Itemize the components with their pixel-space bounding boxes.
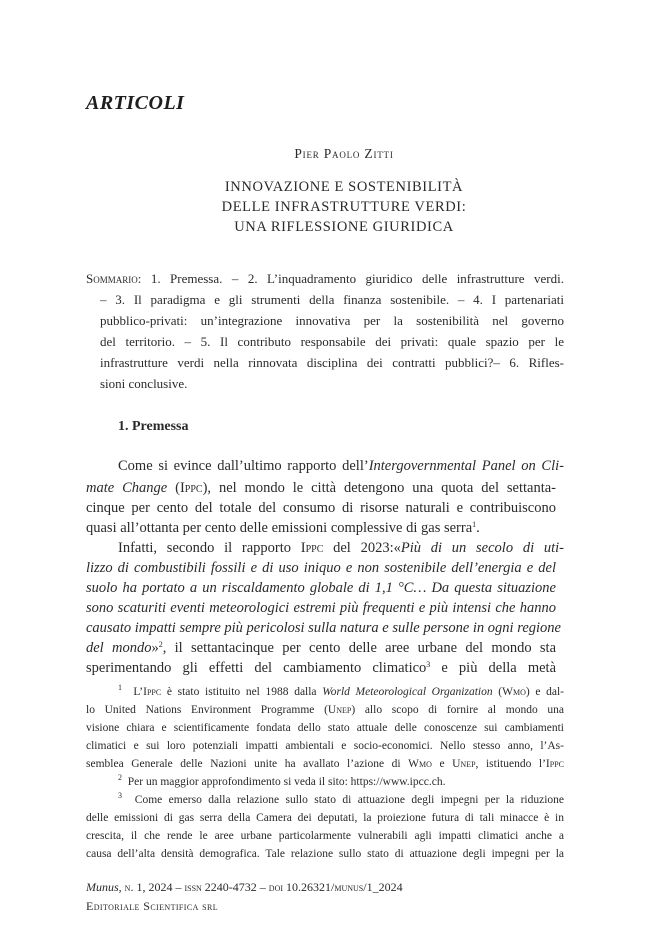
footnote-number: 3 <box>118 791 122 800</box>
footnote-line: lo United Nations Environment Programme (Unep) allo scopo di fornire al mondo una <box>86 704 564 716</box>
title-line: INNOVAZIONE E SOSTENIBILITÀ <box>224 179 464 195</box>
footnote-line: semblea Generale delle Nazioni unite ha avallato l’azione di Wmo e Unep, istituendo l’Ippc <box>86 758 564 770</box>
journal-name: Munus <box>86 880 119 894</box>
footnote-line: $^1$ L’Ippc è stato istituito nel 1988 dalla World Meteorological Organization (Wmo) e dal- <box>118 683 564 698</box>
footnote-ref[interactable]: 1 <box>472 520 477 529</box>
body-line: lizzo di combustibili fossili e di uso iniquo e non sostenibile dell’energia e del <box>86 560 556 576</box>
section-heading: ARTICOLI <box>86 92 185 114</box>
footnote-number: 1 <box>118 683 122 692</box>
title-line: DELLE INFRASTRUTTURE VERDI: <box>221 199 467 215</box>
footnote-line: $^2$ Per un maggior approfondimento si veda il sito: https://www.ipcc.ch. <box>118 773 446 788</box>
article-title <box>0 177 650 237</box>
body-line: causato impatti sempre più pericolosi sulla natura e sulle persone in ogni regione <box>86 620 561 636</box>
body-line: Infatti, secondo il rapporto Ippc del 2023:«Più di un secolo di uti- <box>118 540 564 556</box>
footnote-line: crescita, il che rende le aree urbane particolarmente vulnerabili agli impatti climatici anche a <box>86 830 564 842</box>
footnote-line: $^3$ Come emerso dalla relazione sullo stato di attuazione degli impegni per la riduzione <box>118 791 564 806</box>
body-line: cinque per cento del totale del consumo di risorse naturali e contribuiscono <box>86 500 556 516</box>
body-line: sperimentando gli effetti del cambiamento climatico$^3$ e più della metà <box>86 660 557 676</box>
footnote-ref[interactable]: 2 <box>158 640 163 649</box>
body-line: Come si evince dall’ultimo rapporto dell’Intergovernmental Panel on Cli- <box>118 458 564 474</box>
summary-line: Sommario: 1. Premessa. – 2. L’inquadramento giuridico delle infrastrutture verdi. <box>86 271 564 286</box>
summary-line: sioni conclusive. <box>100 376 188 391</box>
summary-line: infrastrutture verdi nella rinnovata disciplina dei contratti pubblici?– 6. Rifles- <box>100 355 564 370</box>
footnote-line: climatici e sui loro potenziali impatti ambientali e socio-economici. Nello stesso anno, l’As- <box>86 740 564 752</box>
author-name: Pier Paolo Zitti <box>294 146 394 161</box>
footnote-line: delle emissioni di gas serra della Camera dei deputati, la proiezione futura di tali minacce è in <box>86 812 564 824</box>
section-title: 1. Premessa <box>118 419 189 434</box>
footnote-ref[interactable]: 3 <box>426 660 431 669</box>
body-line: mate Change (Ippc), nel mondo le città detengono una quota del settanta- <box>86 480 556 496</box>
title-line: UNA RIFLESSIONE GIURIDICA <box>234 219 454 235</box>
summary-line: pubblico-privati: un’integrazione innovativa per la sostenibilità nel governo <box>100 313 564 328</box>
journal-citation: Munus, n. 1, 2024 – issn 2240-4732 – doi 10.26321/munus/1_2024 <box>86 880 403 894</box>
footnote-line: causa dell’alta densità demografica. Tale relazione sullo stato di attuazione degli impegni per la <box>86 848 564 860</box>
summary-line: del territorio. – 5. Il contributo responsabile dei privati: quale spazio per le <box>100 334 564 349</box>
summary-label: Sommario <box>86 271 138 286</box>
footnote-number: 2 <box>118 773 122 782</box>
summary-line: – 3. Il paradigma e gli strumenti della finanza sostenibile. – 4. I partenariati <box>100 292 564 307</box>
publisher: Editoriale Scientifica srl <box>86 899 219 913</box>
body-line: quasi all’ottanta per cento delle emissioni complessive di gas serra$^1$. <box>86 520 480 536</box>
body-line: del mondo»$^2$, il settantacinque per cento delle aree urbane del mondo sta <box>86 640 557 656</box>
body-line: sono scaturiti eventi meteorologici estremi più frequenti e più intensi che hanno <box>86 600 556 616</box>
body-line: suolo ha portato a un riscaldamento globale di 1,1 °C… Da questa situazione <box>86 580 556 596</box>
footnote-line: visione chiara e scientificamente fondata dello stato attuale delle conoscenze sui cambiamenti <box>86 722 564 734</box>
